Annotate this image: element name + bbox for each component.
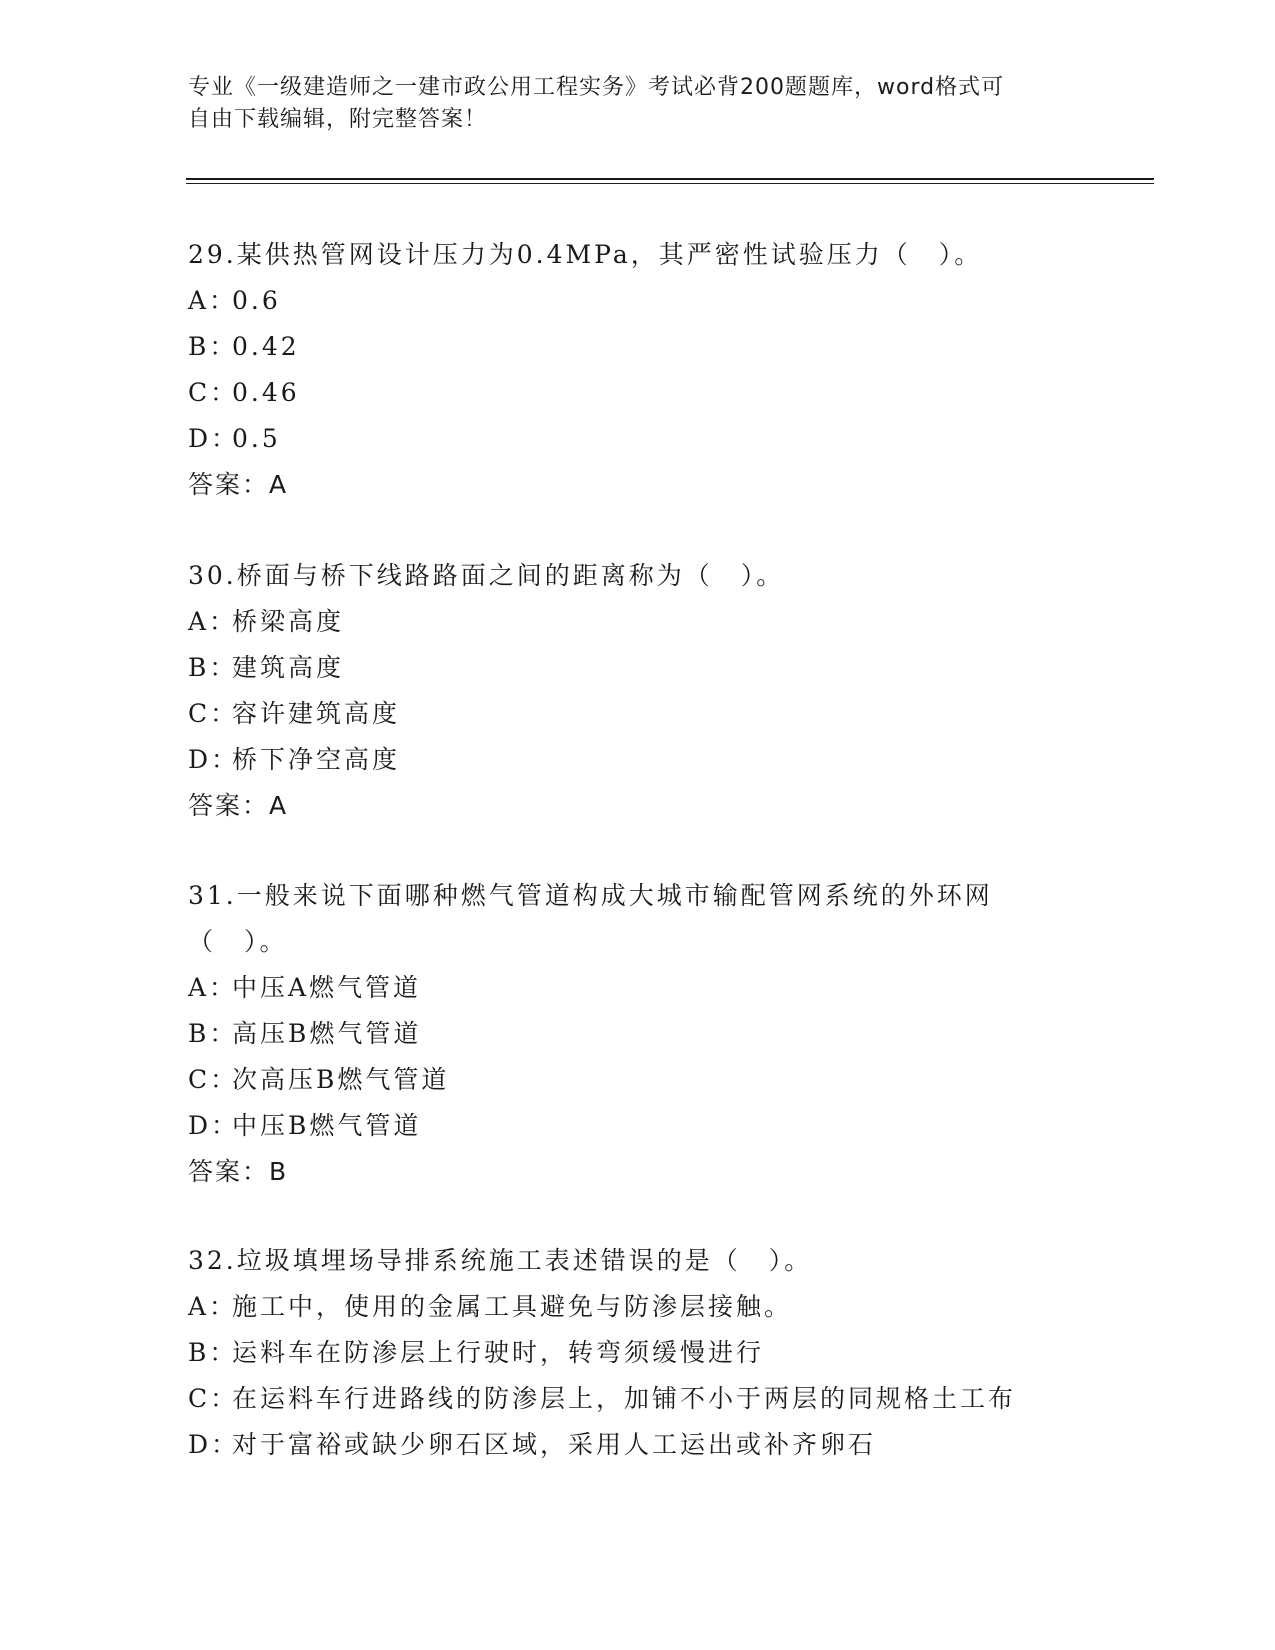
option-d: D：对于富裕或缺少卵石区域，采用人工运出或补齐卵石 xyxy=(188,1430,877,1459)
option-a: A：桥梁高度 xyxy=(188,607,345,636)
answer: 答案：B xyxy=(188,1157,289,1186)
option-b: B：运料车在防渗层上行驶时，转弯须缓慢进行 xyxy=(188,1338,765,1367)
document-header xyxy=(188,72,1068,136)
header-divider-thin xyxy=(186,183,1154,184)
question-29 xyxy=(188,232,1088,508)
question-stem: 31.一般来说下面哪种燃气管道构成大城市输配管网系统的外环网（ ）。 xyxy=(188,881,993,956)
option-c: C：容许建筑高度 xyxy=(188,699,401,728)
option-d: D：桥下净空高度 xyxy=(188,745,401,774)
option-d: D：中压B燃气管道 xyxy=(188,1111,422,1140)
option-c: C：在运料车行进路线的防渗层上，加铺不小于两层的同规格土工布 xyxy=(188,1384,1017,1413)
option-b: B：高压B燃气管道 xyxy=(188,1019,422,1048)
option-b: B：建筑高度 xyxy=(188,653,345,682)
question-stem: 32.垃圾填埋场导排系统施工表述错误的是（ ）。 xyxy=(188,1246,813,1275)
header-line-1: 专业《一级建造师之一建市政公用工程实务》考试必背200题题库，word格式可 xyxy=(188,75,1005,100)
option-c: C：0.46 xyxy=(188,378,300,407)
question-30 xyxy=(188,553,1088,829)
question-stem: 29.某供热管网设计压力为0.4MPa，其严密性试验压力（ ）。 xyxy=(188,240,983,269)
option-d: D：0.5 xyxy=(188,424,281,453)
header-divider xyxy=(186,178,1154,180)
question-stem: 30.桥面与桥下线路路面之间的距离称为（ ）。 xyxy=(188,561,785,590)
question-32 xyxy=(188,1238,1088,1468)
option-a: A：中压A燃气管道 xyxy=(188,973,422,1002)
option-a: A：施工中，使用的金属工具避免与防渗层接触。 xyxy=(188,1292,793,1321)
answer: 答案：A xyxy=(188,470,289,499)
question-31 xyxy=(188,873,1048,1195)
header-line-2: 自由下载编辑，附完整答案！ xyxy=(188,107,488,132)
answer: 答案：A xyxy=(188,791,289,820)
option-c: C：次高压B燃气管道 xyxy=(188,1065,450,1094)
option-b: B：0.42 xyxy=(188,332,300,361)
option-a: A：0.6 xyxy=(188,286,281,315)
